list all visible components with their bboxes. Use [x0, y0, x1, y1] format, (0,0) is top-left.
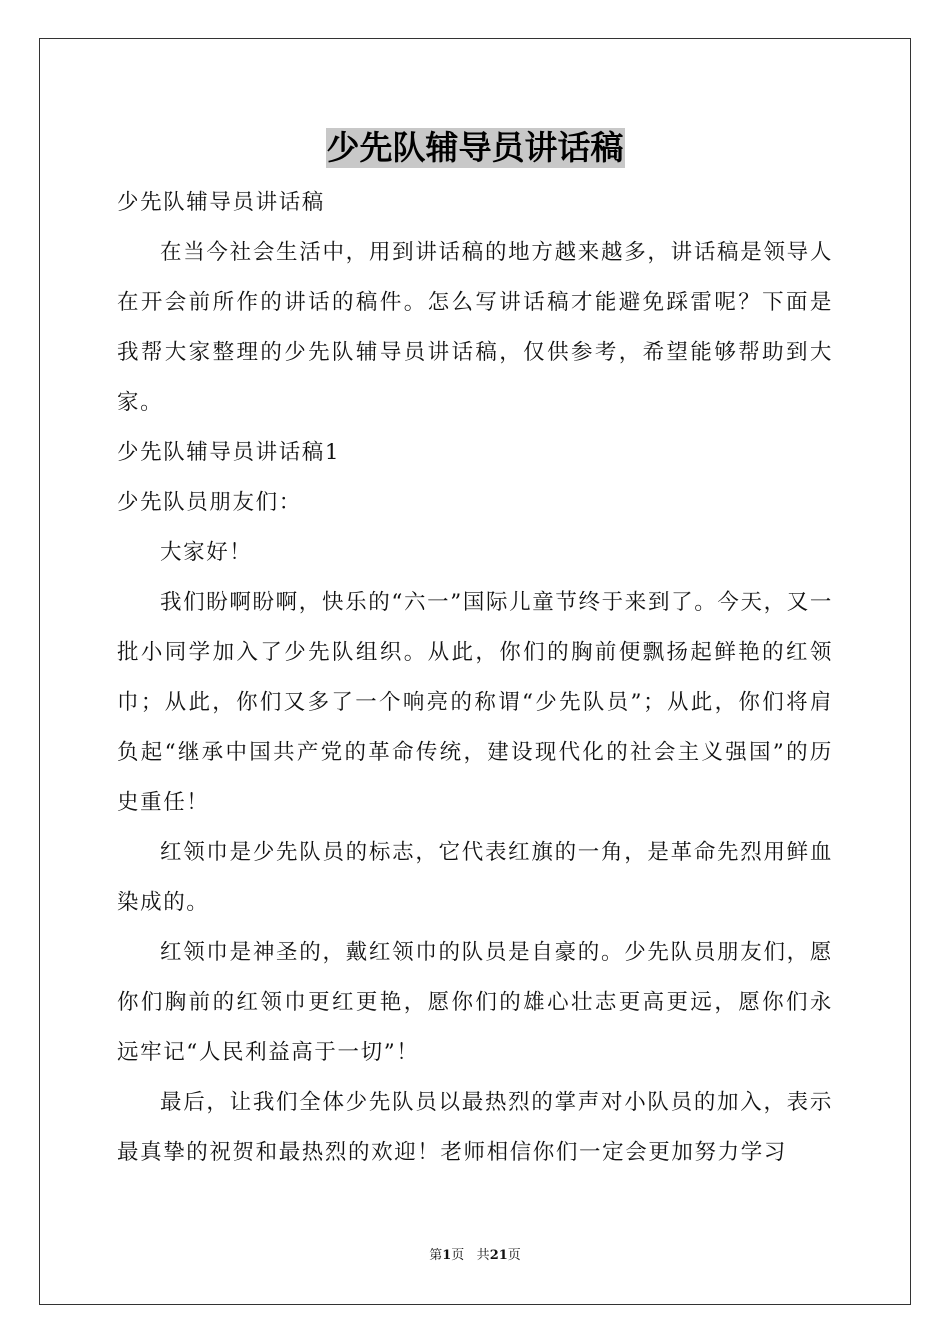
body-paragraph: 少先队员朋友们：	[117, 490, 302, 515]
body-paragraph: 少先队辅导员讲话稿1	[117, 440, 341, 465]
total-page-count: 21	[489, 1248, 508, 1263]
body-paragraph: 红领巾是少先队员的标志，它代表红旗的一角，是革命先烈用鲜血染成的。	[117, 840, 833, 915]
total-pages-prefix: 共	[476, 1248, 490, 1263]
page-number-prefix: 第	[429, 1248, 443, 1263]
current-page-number: 1	[442, 1248, 452, 1263]
title-container	[0, 128, 950, 168]
body-paragraph: 在当今社会生活中，用到讲话稿的地方越来越多，讲话稿是领导人在开会前所作的讲话的稿件。怎么写讲话稿才能避免踩雷呢？下面是我帮大家整理的少先队辅导员讲话稿，仅供参考，希望能够帮助到大家。	[117, 240, 833, 415]
page-footer	[0, 1246, 950, 1266]
body-paragraph: 少先队辅导员讲话稿	[117, 190, 325, 215]
body-paragraph: 大家好！	[160, 540, 253, 565]
document-body	[117, 178, 833, 1178]
page-number-unit: 页	[451, 1248, 465, 1263]
body-paragraph: 最后，让我们全体少先队员以最热烈的掌声对小队员的加入，表示最真挚的祝贺和最热烈的欢迎！老师相信你们一定会更加努力学习	[117, 1090, 833, 1165]
total-pages-unit: 页	[507, 1248, 521, 1263]
document-title: 少先队辅导员讲话稿	[326, 128, 624, 167]
body-paragraph: 我们盼啊盼啊，快乐的“六一”国际儿童节终于来到了。今天，又一批小同学加入了少先队组织。从此，你们的胸前便飘扬起鲜艳的红领巾；从此，你们又多了一个响亮的称谓“少先队员”；从此，你们将肩负起“继承中国共产党的革命传统，建设现代化的社会主义强国”的历史重任！	[117, 590, 833, 815]
body-paragraph: 红领巾是神圣的，戴红领巾的队员是自豪的。少先队员朋友们，愿你们胸前的红领巾更红更艳，愿你们的雄心壮志更高更远，愿你们永远牢记“人民利益高于一切”！	[117, 940, 833, 1065]
